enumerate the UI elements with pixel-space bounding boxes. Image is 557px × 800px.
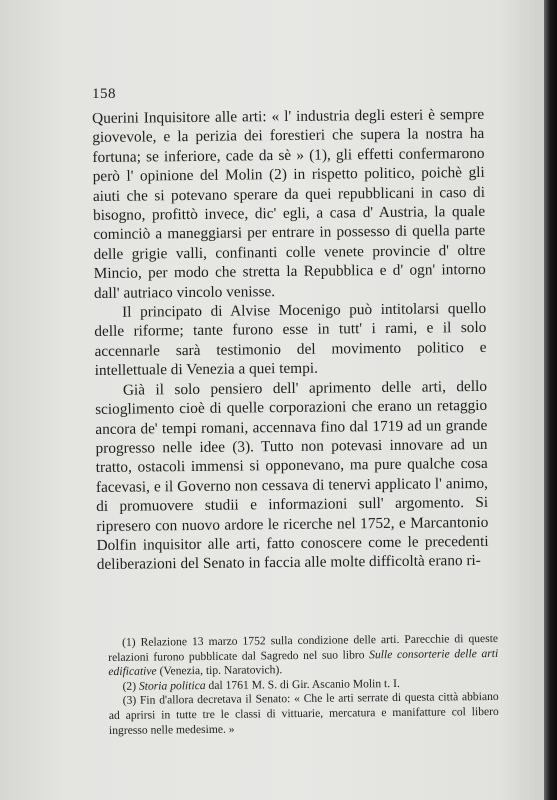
- paragraph-2: Il principato di Alvise Mocenigo può intitolarsi quello delle riforme; tante furono esse in tutt' i rami, e il solo accennarle sarà testimonio del movimento politico e intellettuale di Venezia a quei tempi.: [94, 299, 487, 380]
- footnote-1-italic: Sulle consorterie delle arti edificative: [108, 646, 499, 679]
- paragraph-3: Già il solo pensiero dell' aprimento delle arti, dello scioglimento cioè di quelle corporazioni che erano un retaggio ancora de' tempi romani, accennava fino dal 1719 ad un grande progresso nelle idee (3). Tutto non potevasi innovare ad un tratto, ostacoli immensi si opponevano, ma pure qualche cosa facevasi, e il Governo non cessava di tenervi applicato l' animo, di promuovere studii e informazioni sull' argomento. Si ripresero con nuovo ardore le ricerche nel 1752, e Marcantonio Dolfin inquisitor alle arti, fatto conoscere come le precedenti deliberazioni del Senato in faccia alle molte difficoltà erano ri-: [95, 377, 489, 574]
- body-text: [92, 105, 489, 575]
- book-spine-shadow: [544, 0, 557, 800]
- footnote-3-text: (3) Fin d'allora decretava il Senato: « Che le arti serrate di questa città abbiano ad aprirsi in tutte tre le classi di vittuarie, mercatura e manifatture col libero ingresso nelle medesime. »: [108, 690, 499, 737]
- footnote-2-text: (2): [122, 679, 140, 693]
- footnote-1-text: (1) Relazione 13 marzo 1752 sulla condizione delle arti. Parecchie di queste relazioni furono pubblicate dal Sagredo nel suo libro: [108, 631, 499, 664]
- footnote-1-after: (Venezia, tip. Naratovich).: [156, 663, 283, 678]
- page-number: 158: [92, 86, 116, 102]
- footnote-1: [108, 632, 498, 680]
- footnote-2-after: dal 1761 M. S. di Gir. Ascanio Molin t. I.: [205, 676, 400, 692]
- footnote-2-italic: Storia politica: [138, 678, 206, 693]
- footnote-3: [109, 690, 499, 738]
- paragraph-1: Querini Inquisitore alle arti: « l' industria degli esteri è sempre giovevole, e la perizia dei forestieri che supera la nostra ha fortuna; se inferiore, cade da sè » (1), gli effetti confermarono però l' opinione del Molin (2) in rispetto politico, poichè gli aiuti che si potevano sperare da quei repubblicani in caso di bisogno, profittò invece, dic' egli, a casa d' Austria, la quale cominciò a maneggiarsi per entrare in possesso di quella parte delle grigie valli, confinanti colle venete provincie d' oltre Mincio, per modo che stretta la Repubblica e d' ogn' intorno dall' autriaco vincolo venisse.: [92, 105, 486, 302]
- footnotes: [108, 632, 499, 738]
